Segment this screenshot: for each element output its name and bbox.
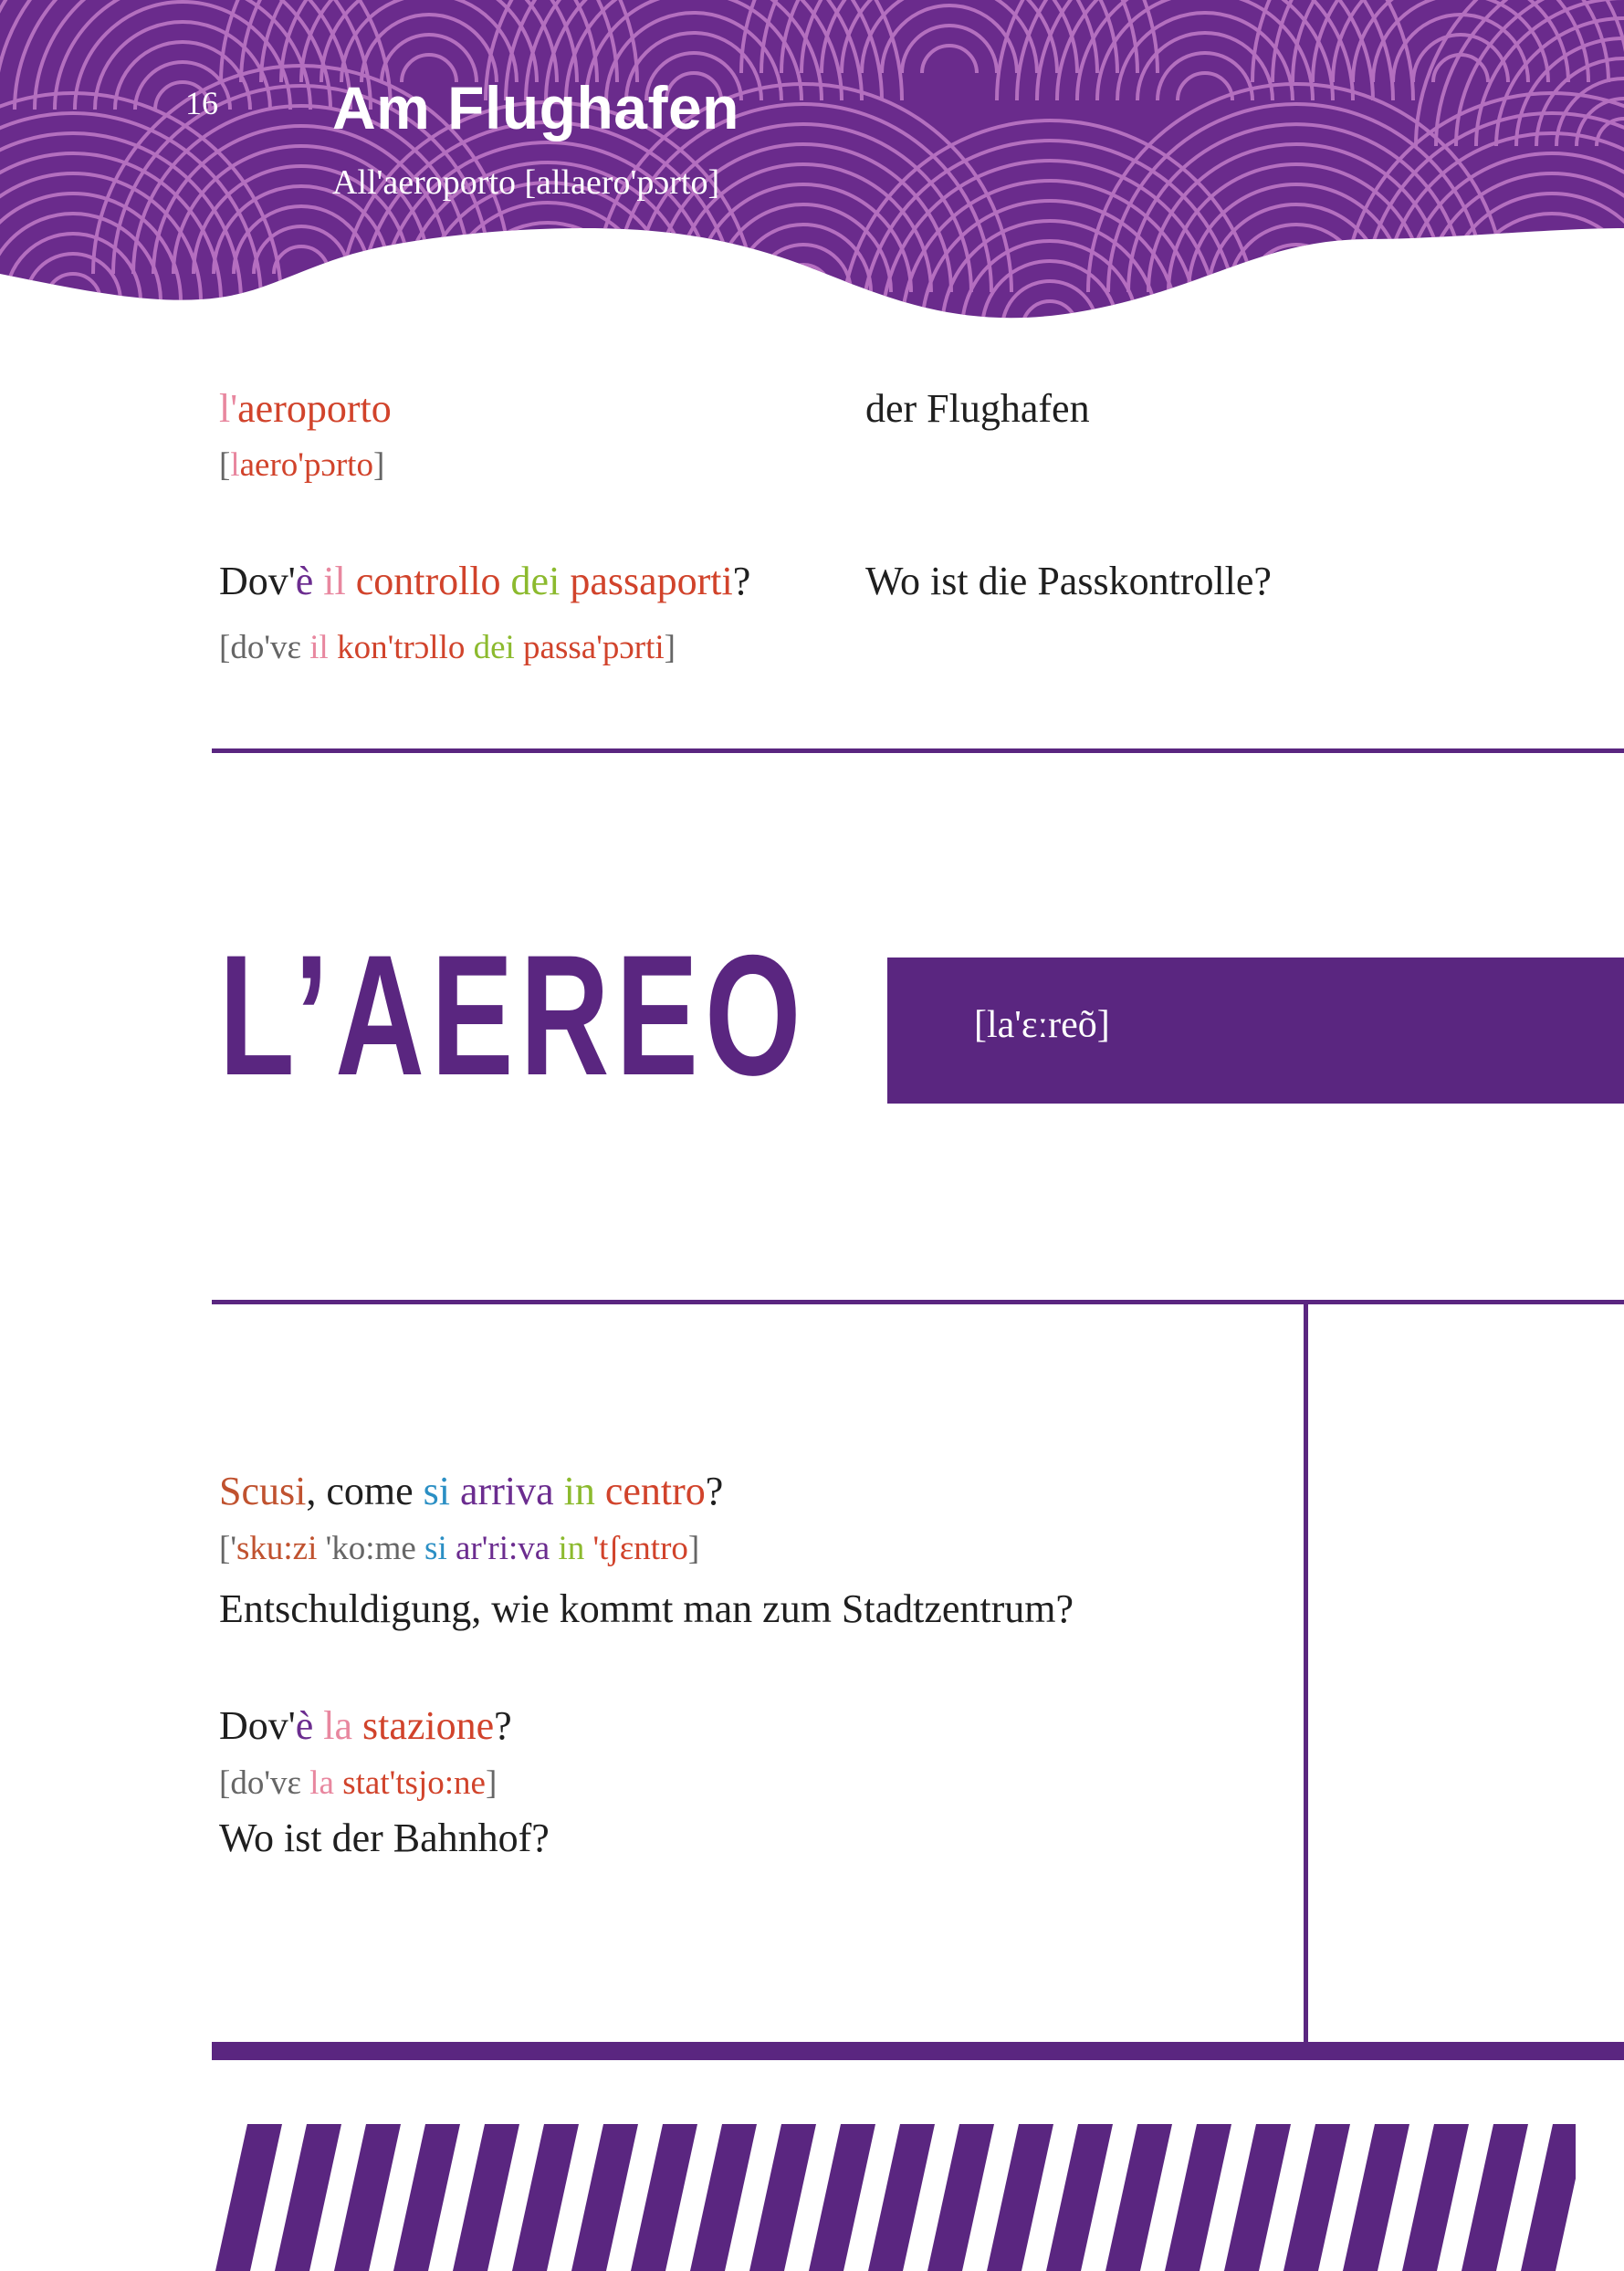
section-ipa-box <box>887 958 1624 1104</box>
text-segment <box>313 559 323 603</box>
vocab-italian-2 <box>219 558 750 604</box>
section-title: L’AEREO <box>219 919 808 1111</box>
text-segment: 'ko:me <box>317 1530 425 1567</box>
text-segment: Dov' <box>219 1703 296 1748</box>
text-segment: si <box>424 1530 447 1567</box>
text-segment: la <box>323 1703 352 1748</box>
stripe <box>1521 2124 1576 2271</box>
text-segment: controllo <box>355 559 501 603</box>
text-segment <box>313 1703 323 1748</box>
stripe <box>1283 2124 1350 2271</box>
stripe <box>512 2124 579 2271</box>
phrase-box-top-rule <box>212 1300 1624 1304</box>
phrase-italian-1 <box>219 1468 723 1514</box>
text-segment: aero'pɔrto <box>239 446 373 484</box>
text-segment <box>352 1703 362 1748</box>
stripe <box>1224 2124 1291 2271</box>
text-segment: arriva <box>460 1469 554 1513</box>
text-segment: ar'ri:va <box>455 1530 550 1567</box>
text-segment: si <box>423 1469 451 1513</box>
text-segment <box>560 559 570 603</box>
stripe <box>631 2124 697 2271</box>
text-segment <box>450 1469 460 1513</box>
stripe <box>690 2124 757 2271</box>
phrase-box-divider <box>1304 1300 1308 2042</box>
divider-rule <box>212 748 1624 753</box>
text-segment: ? <box>732 559 751 603</box>
stripe <box>1046 2124 1113 2271</box>
text-segment: aeroporto <box>237 386 392 431</box>
text-segment: 'tʃɛntro <box>592 1530 688 1567</box>
text-segment: ? <box>705 1469 724 1513</box>
stripe <box>453 2124 519 2271</box>
stripe <box>809 2124 875 2271</box>
text-segment: ] <box>485 1764 498 1802</box>
text-segment <box>554 1469 564 1513</box>
phrase-italian-2 <box>219 1702 512 1749</box>
text-segment: dei <box>510 559 561 603</box>
vocab-ipa-1 <box>219 445 384 485</box>
text-segment: il <box>309 629 329 666</box>
stripe <box>987 2124 1053 2271</box>
vocab-italian-1 <box>219 385 392 432</box>
text-segment: ? <box>494 1703 512 1748</box>
text-segment: il <box>323 559 346 603</box>
text-segment: l' <box>219 386 238 431</box>
text-segment: è <box>295 1703 314 1748</box>
text-segment: dei <box>473 629 515 666</box>
phrase-box-bottom-rule <box>212 2042 1624 2060</box>
stripe <box>334 2124 401 2271</box>
section-ipa: [la'ɛːreõ] <box>974 1004 1110 1046</box>
text-segment <box>334 1764 342 1802</box>
page-number: 16 <box>185 85 218 121</box>
text-segment: ] <box>687 1530 700 1567</box>
text-segment: centro <box>604 1469 706 1513</box>
text-segment: l <box>230 446 240 484</box>
text-segment: [do'vɛ <box>219 629 310 666</box>
stripe <box>1105 2124 1172 2271</box>
stripe <box>1462 2124 1528 2271</box>
text-segment: passa'pɔrti <box>523 629 665 666</box>
text-segment <box>329 629 337 666</box>
stripe <box>393 2124 460 2271</box>
text-segment <box>465 629 473 666</box>
vocab-german-2: Wo ist die Passkontrolle? <box>865 559 1272 603</box>
text-segment <box>501 559 511 603</box>
text-segment: Dov' <box>219 559 296 603</box>
stripe <box>1343 2124 1409 2271</box>
phrase-ipa-2 <box>219 1763 497 1803</box>
vocab-ipa-2 <box>219 628 676 667</box>
stripe <box>868 2124 935 2271</box>
text-segment <box>595 1469 605 1513</box>
stripe <box>215 2124 282 2271</box>
text-segment: stazione <box>362 1703 495 1748</box>
text-segment: è <box>295 559 314 603</box>
text-segment: stat'tsjo:ne <box>342 1764 486 1802</box>
text-segment: kon'trɔllo <box>337 629 466 666</box>
text-segment: [' <box>219 1530 236 1567</box>
text-segment: sku:zi <box>236 1530 318 1567</box>
text-segment: passaporti <box>570 559 733 603</box>
stripe <box>571 2124 638 2271</box>
wave-pattern-banner <box>0 0 1624 365</box>
text-segment <box>346 559 356 603</box>
decorative-stripes <box>215 2124 1576 2271</box>
stripe <box>1402 2124 1469 2271</box>
text-segment: ] <box>372 446 385 484</box>
phrase-german-1: Entschuldigung, wie kommt man zum Stadtzentrum? <box>219 1586 1074 1631</box>
page-header <box>0 0 1624 365</box>
text-segment <box>447 1530 456 1567</box>
chapter-title: Am Flughafen <box>332 74 739 141</box>
text-segment: in <box>563 1469 595 1513</box>
phrase-ipa-1 <box>219 1529 699 1568</box>
stripe <box>927 2124 994 2271</box>
phrase-german-2: Wo ist der Bahnhof? <box>219 1816 550 1860</box>
stripe <box>1165 2124 1231 2271</box>
text-segment: , come <box>306 1469 424 1513</box>
stripe <box>749 2124 816 2271</box>
stripe <box>275 2124 341 2271</box>
text-segment: [do'vɛ <box>219 1764 310 1802</box>
text-segment: [ <box>219 446 231 484</box>
text-segment: Scusi <box>219 1469 307 1513</box>
chapter-subtitle: All'aeroporto [allaero'pɔrto] <box>332 163 720 202</box>
text-segment: ] <box>664 629 676 666</box>
text-segment: la <box>309 1764 334 1802</box>
text-segment: in <box>558 1530 585 1567</box>
vocab-german-1: der Flughafen <box>865 386 1090 431</box>
text-segment <box>515 629 523 666</box>
